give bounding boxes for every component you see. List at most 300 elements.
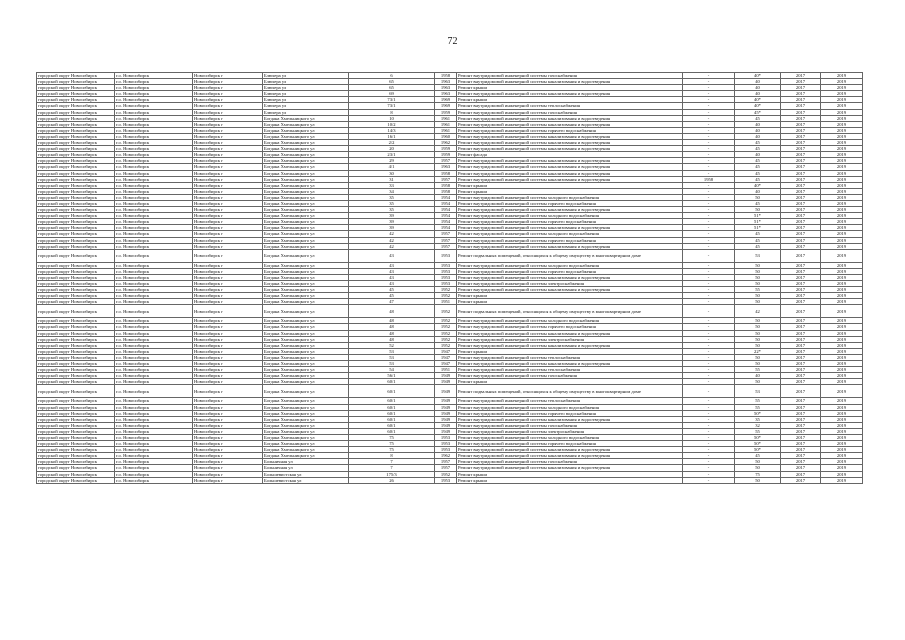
cell-district: г.о. Новосибирск xyxy=(115,109,193,115)
cell-street: Богдана Хмельницкого ул xyxy=(263,249,349,262)
cell-build-year: 1953 xyxy=(435,268,457,274)
cell-work-type: Ремонт внутридомовой инженерной системы канализования и водоотведения xyxy=(457,79,683,85)
cell-plan-start-year: 2017 xyxy=(781,176,821,182)
cell-work-type: Ремонт внутридомовой инженерной системы канализования и водоотведения xyxy=(457,146,683,152)
cell-municipality: городской округ Новосибирск xyxy=(37,91,115,97)
cell-build-year: 1949 xyxy=(435,416,457,422)
cell-district: г.о. Новосибирск xyxy=(115,379,193,385)
cell-plan-end-year: 2019 xyxy=(821,410,863,416)
cell-work-type: Ремонт внутридомовой инженерной системы канализования и водоотведения xyxy=(457,91,683,97)
cell-wear-percent: 45 xyxy=(735,231,781,237)
cell-district: г.о. Новосибирск xyxy=(115,133,193,139)
cell-house-number: 42 xyxy=(349,237,435,243)
cell-house-number: 39 xyxy=(349,219,435,225)
cell-work-type: Ремонт внутридомовой инженерной системы газоснабжения xyxy=(457,459,683,465)
cell-locality: Новосибирск г xyxy=(193,109,263,115)
cell-street: Блюхера ул xyxy=(263,91,349,97)
cell-house-number: 35 xyxy=(349,194,435,200)
cell-wear-percent: 45 xyxy=(735,453,781,459)
cell-plan-end-year: 2019 xyxy=(821,133,863,139)
cell-reserve-year: - xyxy=(683,434,735,440)
cell-reserve-year: - xyxy=(683,336,735,342)
cell-street: Большевистская ул xyxy=(263,471,349,477)
cell-wear-percent: 45 xyxy=(735,170,781,176)
cell-street: Богдана Хмельницкого ул xyxy=(263,262,349,268)
cell-locality: Новосибирск г xyxy=(193,318,263,324)
cell-work-type: Ремонт внутридомовой инженерной системы электроснабжения xyxy=(457,428,683,434)
cell-work-type: Ремонт внутридомовой инженерной системы теплоснабжения xyxy=(457,354,683,360)
cell-district: г.о. Новосибирск xyxy=(115,73,193,79)
cell-build-year: 1954 xyxy=(435,194,457,200)
cell-plan-start-year: 2017 xyxy=(781,348,821,354)
cell-street: Богдана Хмельницкого ул xyxy=(263,213,349,219)
cell-house-number: 7 xyxy=(349,459,435,465)
cell-house-number: 48 xyxy=(349,305,435,318)
cell-locality: Новосибирск г xyxy=(193,146,263,152)
cell-wear-percent: 40 xyxy=(735,91,781,97)
cell-street: Блюхера ул xyxy=(263,73,349,79)
cell-locality: Новосибирск г xyxy=(193,453,263,459)
cell-work-type: Ремонт внутридомовой инженерной системы горячего водоснабжения xyxy=(457,324,683,330)
cell-work-type: Ремонт внутридомовой инженерной системы горячего водоснабжения xyxy=(457,441,683,447)
cell-plan-start-year: 2017 xyxy=(781,459,821,465)
cell-plan-start-year: 2017 xyxy=(781,249,821,262)
cell-street: Богдана Хмельницкого ул xyxy=(263,434,349,440)
cell-build-year: 1952 xyxy=(435,287,457,293)
cell-municipality: городской округ Новосибирск xyxy=(37,182,115,188)
cell-locality: Новосибирск г xyxy=(193,330,263,336)
cell-house-number: 175/3 xyxy=(349,471,435,477)
cell-work-type: Ремонт внутридомовой инженерной системы канализования и водоотведения xyxy=(457,121,683,127)
cell-plan-end-year: 2019 xyxy=(821,287,863,293)
cell-build-year: 1949 xyxy=(435,379,457,385)
cell-district: г.о. Новосибирск xyxy=(115,274,193,280)
cell-build-year: 1954 xyxy=(435,200,457,206)
cell-district: г.о. Новосибирск xyxy=(115,231,193,237)
cell-plan-end-year: 2019 xyxy=(821,91,863,97)
cell-build-year: 1953 xyxy=(435,274,457,280)
cell-house-number: 53 xyxy=(349,361,435,367)
cell-street: Богдана Хмельницкого ул xyxy=(263,115,349,121)
cell-locality: Новосибирск г xyxy=(193,287,263,293)
cell-locality: Новосибирск г xyxy=(193,97,263,103)
cell-locality: Новосибирск г xyxy=(193,182,263,188)
cell-reserve-year: - xyxy=(683,127,735,133)
cell-district: г.о. Новосибирск xyxy=(115,354,193,360)
cell-street: Богдана Хмельницкого ул xyxy=(263,219,349,225)
cell-plan-start-year: 2017 xyxy=(781,127,821,133)
cell-plan-start-year: 2017 xyxy=(781,79,821,85)
cell-house-number: 6 xyxy=(349,73,435,79)
cell-locality: Новосибирск г xyxy=(193,103,263,109)
cell-district: г.о. Новосибирск xyxy=(115,219,193,225)
cell-reserve-year: - xyxy=(683,164,735,170)
cell-plan-start-year: 2017 xyxy=(781,416,821,422)
cell-reserve-year: - xyxy=(683,249,735,262)
cell-plan-start-year: 2017 xyxy=(781,188,821,194)
cell-plan-end-year: 2019 xyxy=(821,121,863,127)
cell-municipality: городской округ Новосибирск xyxy=(37,194,115,200)
cell-house-number: 60/1 xyxy=(349,416,435,422)
cell-locality: Новосибирск г xyxy=(193,207,263,213)
cell-work-type: Ремонт крыши xyxy=(457,97,683,103)
cell-street: Богдана Хмельницкого ул xyxy=(263,348,349,354)
cell-work-type: Ремонт внутридомовой инженерной системы горячего водоснабжения xyxy=(457,200,683,206)
cell-locality: Новосибирск г xyxy=(193,219,263,225)
cell-street: Блюхера ул xyxy=(263,97,349,103)
cell-work-type: Ремонт внутридомовой инженерной системы канализования и водоотведения xyxy=(457,361,683,367)
cell-plan-end-year: 2019 xyxy=(821,249,863,262)
cell-reserve-year: - xyxy=(683,140,735,146)
cell-municipality: городской округ Новосибирск xyxy=(37,416,115,422)
cell-wear-percent: 40* xyxy=(735,73,781,79)
cell-district: г.о. Новосибирск xyxy=(115,324,193,330)
cell-build-year: 1949 xyxy=(435,404,457,410)
cell-locality: Новосибирск г xyxy=(193,231,263,237)
cell-plan-end-year: 2019 xyxy=(821,422,863,428)
cell-plan-start-year: 2017 xyxy=(781,146,821,152)
cell-work-type: Ремонт внутридомовой инженерной системы канализования и водоотведения xyxy=(457,465,683,471)
cell-work-type: Ремонт внутридомовой инженерной системы горячего водоснабжения xyxy=(457,268,683,274)
cell-house-number: 39 xyxy=(349,213,435,219)
cell-plan-start-year: 2017 xyxy=(781,97,821,103)
cell-house-number: 34 xyxy=(349,188,435,194)
cell-wear-percent: 45 xyxy=(735,176,781,182)
cell-plan-start-year: 2017 xyxy=(781,330,821,336)
cell-street: Богдана Хмельницкого ул xyxy=(263,324,349,330)
cell-district: г.о. Новосибирск xyxy=(115,207,193,213)
cell-build-year: 1954 xyxy=(435,219,457,225)
cell-district: г.о. Новосибирск xyxy=(115,188,193,194)
cell-street: Богдана Хмельницкого ул xyxy=(263,398,349,404)
cell-reserve-year: - xyxy=(683,243,735,249)
cell-work-type: Ремонт крыши xyxy=(457,85,683,91)
cell-municipality: городской округ Новосибирск xyxy=(37,354,115,360)
cell-reserve-year: - xyxy=(683,471,735,477)
cell-municipality: городской округ Новосибирск xyxy=(37,237,115,243)
cell-municipality: городской округ Новосибирск xyxy=(37,441,115,447)
cell-reserve-year: - xyxy=(683,85,735,91)
cell-plan-start-year: 2017 xyxy=(781,465,821,471)
cell-street: Блюхера ул xyxy=(263,79,349,85)
cell-wear-percent: 50* xyxy=(735,434,781,440)
cell-plan-start-year: 2017 xyxy=(781,336,821,342)
cell-reserve-year: - xyxy=(683,354,735,360)
cell-locality: Новосибирск г xyxy=(193,477,263,483)
cell-build-year: 1949 xyxy=(435,422,457,428)
cell-reserve-year: - xyxy=(683,219,735,225)
cell-work-type: Ремонт крыши xyxy=(457,471,683,477)
cell-wear-percent: 55 xyxy=(735,367,781,373)
cell-municipality: городской округ Новосибирск xyxy=(37,422,115,428)
cell-wear-percent: 50 xyxy=(735,262,781,268)
cell-work-type: Ремонт фасада xyxy=(457,152,683,158)
cell-wear-percent: 40* xyxy=(735,182,781,188)
cell-house-number: 60/1 xyxy=(349,422,435,428)
cell-work-type: Ремонт внутридомовой инженерной системы теплоснабжения xyxy=(457,367,683,373)
cell-build-year: 1961 xyxy=(435,127,457,133)
cell-street: Богдана Хмельницкого ул xyxy=(263,188,349,194)
cell-district: г.о. Новосибирск xyxy=(115,336,193,342)
cell-district: г.о. Новосибирск xyxy=(115,471,193,477)
cell-locality: Новосибирск г xyxy=(193,91,263,97)
cell-municipality: городской округ Новосибирск xyxy=(37,188,115,194)
cell-house-number: 53 xyxy=(349,354,435,360)
cell-district: г.о. Новосибирск xyxy=(115,447,193,453)
cell-street: Богдана Хмельницкого ул xyxy=(263,342,349,348)
cell-reserve-year: - xyxy=(683,373,735,379)
cell-plan-end-year: 2019 xyxy=(821,127,863,133)
cell-plan-end-year: 2019 xyxy=(821,79,863,85)
cell-plan-end-year: 2019 xyxy=(821,146,863,152)
cell-work-type: Ремонт внутридомовой инженерной системы горячего водоснабжения xyxy=(457,127,683,133)
cell-plan-end-year: 2019 xyxy=(821,231,863,237)
cell-build-year: 1963 xyxy=(435,164,457,170)
cell-build-year: 1947 xyxy=(435,354,457,360)
cell-district: г.о. Новосибирск xyxy=(115,194,193,200)
cell-street: Богдана Хмельницкого ул xyxy=(263,176,349,182)
cell-house-number: 8 xyxy=(349,453,435,459)
cell-street: Богдана Хмельницкого ул xyxy=(263,243,349,249)
cell-street: Богдана Хмельницкого ул xyxy=(263,133,349,139)
cell-plan-end-year: 2019 xyxy=(821,348,863,354)
cell-house-number: 60/1 xyxy=(349,428,435,434)
cell-district: г.о. Новосибирск xyxy=(115,103,193,109)
cell-plan-end-year: 2019 xyxy=(821,200,863,206)
cell-plan-end-year: 2019 xyxy=(821,428,863,434)
cell-municipality: городской округ Новосибирск xyxy=(37,140,115,146)
cell-street: Богдана Хмельницкого ул xyxy=(263,207,349,213)
cell-wear-percent: 50 xyxy=(735,354,781,360)
cell-house-number: 23/1 xyxy=(349,152,435,158)
cell-locality: Новосибирск г xyxy=(193,348,263,354)
cell-wear-percent: 55 xyxy=(735,287,781,293)
cell-wear-percent: 45 xyxy=(735,146,781,152)
cell-house-number: 65 xyxy=(349,79,435,85)
cell-build-year: 1958 xyxy=(435,182,457,188)
cell-work-type: Ремонт крыши xyxy=(457,293,683,299)
cell-wear-percent: 50 xyxy=(735,207,781,213)
cell-wear-percent: 40 xyxy=(735,152,781,158)
cell-plan-end-year: 2019 xyxy=(821,416,863,422)
cell-street: Большевистская ул xyxy=(263,477,349,483)
cell-plan-end-year: 2019 xyxy=(821,459,863,465)
cell-wear-percent: 53 xyxy=(735,385,781,398)
cell-build-year: 1963 xyxy=(435,91,457,97)
cell-plan-end-year: 2019 xyxy=(821,465,863,471)
cell-house-number: 48 xyxy=(349,330,435,336)
cell-build-year: 1953 xyxy=(435,441,457,447)
cell-house-number: 54 xyxy=(349,367,435,373)
cell-municipality: городской округ Новосибирск xyxy=(37,85,115,91)
cell-house-number: 43 xyxy=(349,262,435,268)
cell-street: Богдана Хмельницкого ул xyxy=(263,385,349,398)
cell-wear-percent: 50 xyxy=(735,299,781,305)
cell-wear-percent: 50* xyxy=(735,447,781,453)
cell-build-year: 1953 xyxy=(435,477,457,483)
cell-reserve-year: - xyxy=(683,268,735,274)
cell-house-number: 75 xyxy=(349,447,435,453)
cell-street: Богдана Хмельницкого ул xyxy=(263,318,349,324)
cell-house-number: 48 xyxy=(349,336,435,342)
cell-street: Богдана Хмельницкого ул xyxy=(263,182,349,188)
cell-district: г.о. Новосибирск xyxy=(115,410,193,416)
cell-build-year: 1951 xyxy=(435,299,457,305)
cell-street: Богдана Хмельницкого ул xyxy=(263,373,349,379)
cell-municipality: городской округ Новосибирск xyxy=(37,170,115,176)
cell-municipality: городской округ Новосибирск xyxy=(37,109,115,115)
cell-district: г.о. Новосибирск xyxy=(115,299,193,305)
cell-reserve-year: - xyxy=(683,342,735,348)
cell-wear-percent: 22* xyxy=(735,348,781,354)
cell-work-type: Ремонт внутридомовой инженерной системы канализования и водоотведения xyxy=(457,453,683,459)
cell-plan-end-year: 2019 xyxy=(821,367,863,373)
cell-build-year: 1963 xyxy=(435,79,457,85)
cell-build-year: 1952 xyxy=(435,342,457,348)
cell-locality: Новосибирск г xyxy=(193,121,263,127)
cell-locality: Новосибирск г xyxy=(193,336,263,342)
cell-municipality: городской округ Новосибирск xyxy=(37,459,115,465)
cell-work-type: Ремонт крыши xyxy=(457,348,683,354)
cell-reserve-year: - xyxy=(683,367,735,373)
cell-build-year: 1957 xyxy=(435,465,457,471)
cell-wear-percent: 50 xyxy=(735,274,781,280)
cell-district: г.о. Новосибирск xyxy=(115,348,193,354)
cell-district: г.о. Новосибирск xyxy=(115,404,193,410)
cell-build-year: 1957 xyxy=(435,459,457,465)
cell-reserve-year: - xyxy=(683,73,735,79)
cell-plan-end-year: 2019 xyxy=(821,330,863,336)
cell-plan-start-year: 2017 xyxy=(781,422,821,428)
cell-house-number: 35 xyxy=(349,200,435,206)
cell-build-year: 1953 xyxy=(435,434,457,440)
cell-street: Богдана Хмельницкого ул xyxy=(263,158,349,164)
cell-house-number: 56/1 xyxy=(349,373,435,379)
cell-build-year: 1947 xyxy=(435,361,457,367)
cell-municipality: городской округ Новосибирск xyxy=(37,453,115,459)
cell-wear-percent: 40* xyxy=(735,103,781,109)
cell-reserve-year: 1958 xyxy=(683,176,735,182)
cell-reserve-year: - xyxy=(683,152,735,158)
cell-build-year: 1949 xyxy=(435,410,457,416)
cell-house-number: 65 xyxy=(349,85,435,91)
cell-reserve-year: - xyxy=(683,207,735,213)
cell-municipality: городской округ Новосибирск xyxy=(37,305,115,318)
cell-work-type: Ремонт крыши xyxy=(457,188,683,194)
cell-district: г.о. Новосибирск xyxy=(115,330,193,336)
cell-plan-start-year: 2017 xyxy=(781,164,821,170)
cell-house-number: 29 xyxy=(349,158,435,164)
cell-plan-end-year: 2019 xyxy=(821,170,863,176)
cell-wear-percent: 50 xyxy=(735,281,781,287)
cell-build-year: 1952 xyxy=(435,293,457,299)
cell-work-type: Ремонт внутридомовой инженерной системы канализования и водоотведения xyxy=(457,416,683,422)
cell-street: Богдана Хмельницкого ул xyxy=(263,121,349,127)
cell-street: Блюхера ул xyxy=(263,109,349,115)
cell-house-number: 73/1 xyxy=(349,97,435,103)
cell-build-year: 1961 xyxy=(435,115,457,121)
cell-build-year: 1958 xyxy=(435,188,457,194)
cell-work-type: Ремонт внутридомовой инженерной системы холодного водоснабжения xyxy=(457,262,683,268)
cell-house-number: 26 xyxy=(349,477,435,483)
cell-work-type: Ремонт внутридомовой инженерной системы канализования и водоотведения xyxy=(457,176,683,182)
cell-reserve-year: - xyxy=(683,330,735,336)
cell-wear-percent: 50 xyxy=(735,318,781,324)
cell-locality: Новосибирск г xyxy=(193,465,263,471)
cell-wear-percent: 45 xyxy=(735,140,781,146)
cell-plan-start-year: 2017 xyxy=(781,85,821,91)
cell-street: Богдана Хмельницкого ул xyxy=(263,170,349,176)
cell-house-number: 43 xyxy=(349,249,435,262)
cell-street: Богдана Хмельницкого ул xyxy=(263,287,349,293)
cell-district: г.о. Новосибирск xyxy=(115,367,193,373)
cell-work-type: Ремонт внутридомовой инженерной системы электроснабжения xyxy=(457,281,683,287)
cell-plan-start-year: 2017 xyxy=(781,324,821,330)
cell-street: Блюхера ул xyxy=(263,103,349,109)
cell-reserve-year: - xyxy=(683,188,735,194)
cell-municipality: городской округ Новосибирск xyxy=(37,428,115,434)
cell-district: г.о. Новосибирск xyxy=(115,121,193,127)
cell-district: г.о. Новосибирск xyxy=(115,146,193,152)
cell-locality: Новосибирск г xyxy=(193,367,263,373)
cell-wear-percent: 53 xyxy=(735,249,781,262)
cell-wear-percent: 40 xyxy=(735,373,781,379)
capital-repair-table-wrapper xyxy=(36,72,862,484)
cell-wear-percent: 50 xyxy=(735,379,781,385)
cell-build-year: 1958 xyxy=(435,170,457,176)
cell-locality: Новосибирск г xyxy=(193,158,263,164)
cell-district: г.о. Новосибирск xyxy=(115,342,193,348)
cell-house-number: 75 xyxy=(349,441,435,447)
cell-municipality: городской округ Новосибирск xyxy=(37,243,115,249)
cell-reserve-year: - xyxy=(683,262,735,268)
cell-municipality: городской округ Новосибирск xyxy=(37,249,115,262)
cell-wear-percent: 40 xyxy=(735,127,781,133)
cell-municipality: городской округ Новосибирск xyxy=(37,73,115,79)
cell-build-year: 1957 xyxy=(435,231,457,237)
cell-district: г.о. Новосибирск xyxy=(115,477,193,483)
cell-work-type: Ремонт внутридомовой инженерной системы канализования и водоотведения xyxy=(457,342,683,348)
cell-wear-percent: 45 xyxy=(735,164,781,170)
cell-build-year: 1952 xyxy=(435,324,457,330)
cell-plan-start-year: 2017 xyxy=(781,231,821,237)
cell-plan-start-year: 2017 xyxy=(781,200,821,206)
cell-street: Богдана Хмельницкого ул xyxy=(263,237,349,243)
cell-reserve-year: - xyxy=(683,158,735,164)
cell-district: г.о. Новосибирск xyxy=(115,293,193,299)
cell-work-type: Ремонт внутридомовой инженерной системы холодного водоснабжения xyxy=(457,318,683,324)
cell-plan-end-year: 2019 xyxy=(821,213,863,219)
cell-locality: Новосибирск г xyxy=(193,361,263,367)
cell-plan-start-year: 2017 xyxy=(781,318,821,324)
cell-house-number: 53 xyxy=(349,348,435,354)
cell-district: г.о. Новосибирск xyxy=(115,200,193,206)
cell-municipality: городской округ Новосибирск xyxy=(37,379,115,385)
cell-plan-end-year: 2019 xyxy=(821,268,863,274)
cell-house-number: 31 xyxy=(349,176,435,182)
cell-locality: Новосибирск г xyxy=(193,85,263,91)
cell-work-type: Ремонт внутридомовой инженерной системы холодного водоснабжения xyxy=(457,231,683,237)
cell-plan-start-year: 2017 xyxy=(781,237,821,243)
cell-street: Богдана Хмельницкого ул xyxy=(263,441,349,447)
cell-district: г.о. Новосибирск xyxy=(115,243,193,249)
cell-district: г.о. Новосибирск xyxy=(115,361,193,367)
cell-municipality: городской округ Новосибирск xyxy=(37,410,115,416)
cell-plan-end-year: 2019 xyxy=(821,140,863,146)
cell-build-year: 1954 xyxy=(435,213,457,219)
cell-plan-end-year: 2019 xyxy=(821,299,863,305)
cell-municipality: городской округ Новосибирск xyxy=(37,97,115,103)
